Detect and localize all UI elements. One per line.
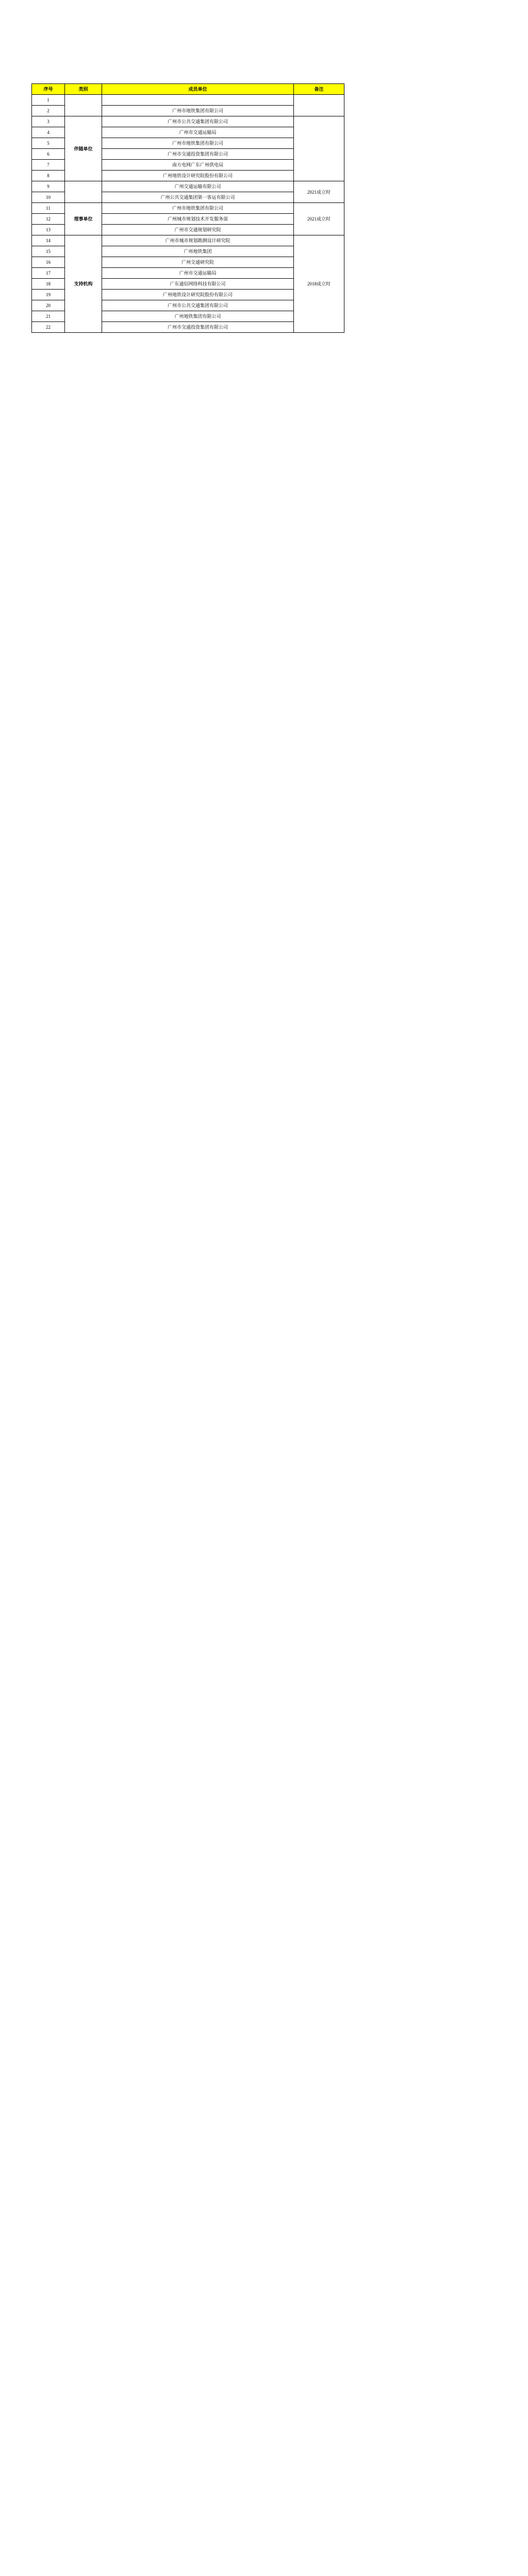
row-member-name: 广州地铁集团 [102, 246, 294, 257]
row-member-name: 广州市交通运输局 [102, 127, 294, 138]
table-row [32, 181, 344, 192]
row-member-name: 广州市公共交通集团有限公司 [102, 300, 294, 311]
row-number: 5 [32, 138, 65, 149]
header-name: 成员单位 [102, 84, 294, 95]
row-number: 7 [32, 160, 65, 171]
row-number: 9 [32, 181, 65, 192]
row-number: 19 [32, 290, 65, 300]
row-number: 14 [32, 235, 65, 246]
row-number: 1 [32, 95, 65, 106]
member-table-section-1 [31, 83, 344, 333]
row-number: 22 [32, 322, 65, 333]
row-member-name: 广州地铁集团有限公司 [102, 311, 294, 322]
row-number: 3 [32, 116, 65, 127]
row-category [65, 181, 102, 203]
row-member-name: 广州地铁设计研究院股份有限公司 [102, 290, 294, 300]
row-number: 4 [32, 127, 65, 138]
row-member-name: 广州城市规划技术开发服务部 [102, 214, 294, 225]
header-category: 类别 [65, 84, 102, 95]
row-note: 2021成立时 [294, 181, 344, 203]
row-number: 12 [32, 214, 65, 225]
section-1-body [32, 95, 344, 333]
row-category: 伴随单位 [65, 116, 102, 181]
row-member-name: 广州公共交通集团第一客运有限公司 [102, 192, 294, 203]
row-number: 6 [32, 149, 65, 160]
row-member-name: 广州市交通投资集团有限公司 [102, 149, 294, 160]
table-header-row [32, 84, 344, 95]
table-row [32, 235, 344, 246]
row-member-name: 广州市交通投资集团有限公司 [102, 322, 294, 333]
row-member-name: 广州市地铁集团有限公司 [102, 203, 294, 214]
row-category: 支持机构 [65, 235, 102, 333]
row-member-name: 广州市城市规划勘测设计研究院 [102, 235, 294, 246]
row-note [294, 95, 344, 116]
row-member-name [102, 95, 294, 106]
row-number: 17 [32, 268, 65, 279]
table-row [32, 116, 344, 127]
header-no: 序号 [32, 84, 65, 95]
row-number: 11 [32, 203, 65, 214]
row-member-name: 广州市地铁集团有限公司 [102, 138, 294, 149]
row-number: 10 [32, 192, 65, 203]
row-number: 20 [32, 300, 65, 311]
row-category [65, 95, 102, 116]
table-row [32, 95, 344, 106]
row-member-name: 广州交通研究院 [102, 257, 294, 268]
row-number: 15 [32, 246, 65, 257]
row-member-name: 广州市交通规划研究院 [102, 225, 294, 235]
row-member-name: 广东通信网络科技有限公司 [102, 279, 294, 290]
row-number: 21 [32, 311, 65, 322]
row-number: 16 [32, 257, 65, 268]
table-row [32, 203, 344, 214]
row-member-name: 广州市公共交通集团有限公司 [102, 116, 294, 127]
row-member-name: 广州市地铁集团有限公司 [102, 106, 294, 116]
row-member-name: 广州市交通运输局 [102, 268, 294, 279]
row-member-name: 南方电网广东广州供电局 [102, 160, 294, 171]
row-category: 理事单位 [65, 203, 102, 235]
header-note: 备注 [294, 84, 344, 95]
row-member-name: 广州交通运输有限公司 [102, 181, 294, 192]
row-number: 18 [32, 279, 65, 290]
row-number: 8 [32, 171, 65, 181]
row-number: 13 [32, 225, 65, 235]
row-note [294, 116, 344, 181]
row-note: 2021成立时 [294, 203, 344, 235]
row-note: 2018成立时 [294, 235, 344, 333]
row-number: 2 [32, 106, 65, 116]
row-member-name: 广州地铁设计研究院股份有限公司 [102, 171, 294, 181]
